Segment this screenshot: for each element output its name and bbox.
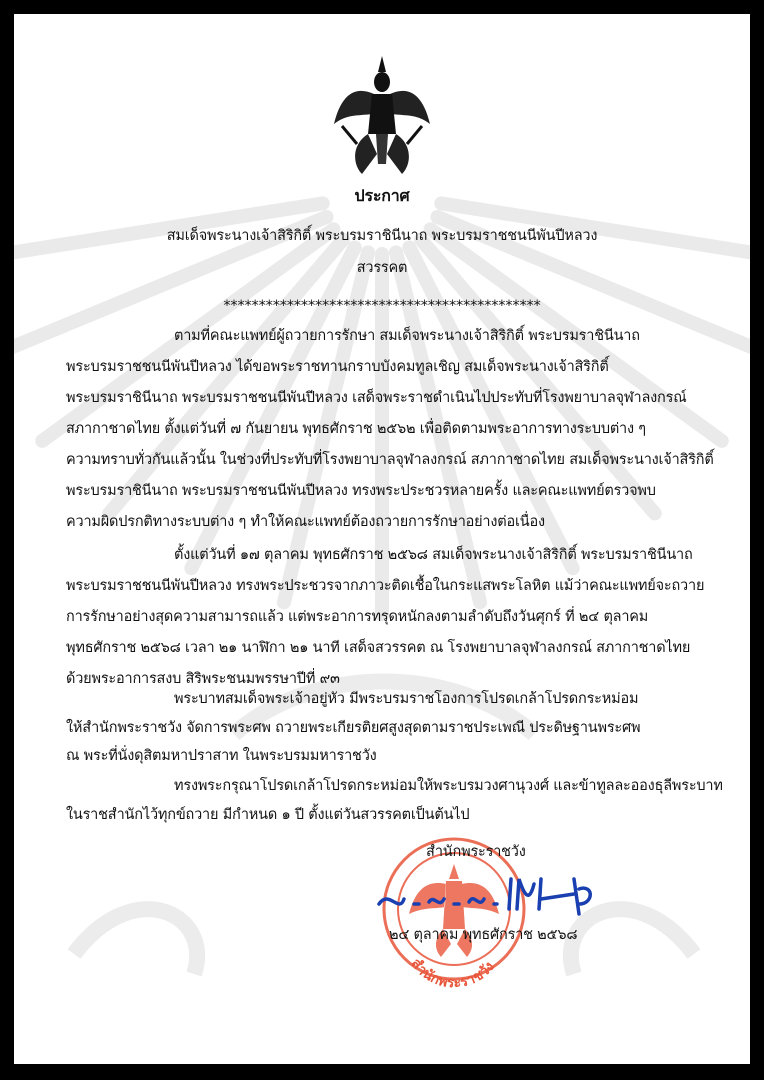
announcement-date: ๒๔ ตุลาคม พุทธศักราช ๒๕๖๘ bbox=[389, 927, 578, 943]
separator: ********************************************* bbox=[223, 298, 541, 314]
issuing-office: สำนักพระราชวัง bbox=[426, 844, 526, 860]
seal-text: สำนักพระราชวัง bbox=[407, 955, 498, 992]
svg-text:สำนักพระราชวัง bbox=[408, 956, 498, 992]
paragraph-3-line: ณ พระที่นั่งดุสิตมหาปราสาท ในพระบรมมหาราชวัง bbox=[66, 748, 377, 764]
paragraph-1-line: ตามที่คณะแพทย์ผู้ถวายการรักษา สมเด็จพระนางเจ้าสิริกิติ์ พระบรมราชินีนาถ bbox=[174, 328, 640, 344]
paragraph-1-line: พระบรมราชชนนีพันปีหลวง ได้ขอพระราชทานกราบบังคมทูลเชิญ สมเด็จพระนางเจ้าสิริกิติ์ bbox=[66, 359, 609, 375]
paragraph-4-line: ทรงพระกรุณาโปรดเกล้าโปรดกระหม่อมให้พระบรมวงศานุวงศ์ และข้าทูลละอองธุลีพระบาท bbox=[174, 778, 723, 794]
paragraph-3-line: ให้สำนักพระราชวัง จัดการพระศพ ถวายพระเกียรติยศสูงสุดตามราชประเพณี ประดิษฐานพระศพ bbox=[66, 719, 641, 736]
paragraph-4-line: ในราชสำนักไว้ทุกข์ถวาย มีกำหนด ๑ ปี ตั้งแต่วันสวรรคตเป็นต้นไป bbox=[66, 807, 470, 823]
paragraph-1-line: พระบรมราชินีนาถ พระบรมราชชนนีพันปีหลวง ทรงพระประชวรหลายครั้ง และคณะแพทย์ตรวจพบ bbox=[66, 483, 656, 499]
paragraph-3-line: พระบาทสมเด็จพระเจ้าอยู่หัว มีพระบรมราชโองการโปรดเกล้าโปรดกระหม่อม bbox=[174, 691, 639, 707]
watermark-ray bbox=[421, 240, 655, 514]
paragraph-2-line: ด้วยพระอาการสงบ สิริพระชนมพรรษาปีที่ ๙๓ bbox=[66, 671, 340, 687]
announcement-page bbox=[14, 14, 750, 1064]
document-subtitle: สมเด็จพระนางเจ้าสิริกิติ์ พระบรมราชินีนาถ พระบรมราชชนนีพันปีหลวง bbox=[166, 228, 598, 244]
document-title: ประกาศ bbox=[354, 186, 410, 205]
paragraph-2-line: พระบรมราชชนนีพันปีหลวง ทรงพระประชวรจากภาวะติดเชื้อในกระแสพระโลหิต แม้ว่าคณะแพทย์จะถวาย bbox=[66, 578, 705, 594]
paragraph-1-line: ความผิดปรกติทางระบบต่าง ๆ ทำให้คณะแพทย์ต้องถวายการรักษาอย่างต่อเนื่อง bbox=[66, 514, 545, 530]
paragraph-1-line: ความทราบทั่วกันแล้วนั้น ในช่วงที่ประทับที่โรงพยาบาลจุฬาลงกรณ์ สภากาชาดไทย สมเด็จพระนางเจ้าสิริกิติ์ bbox=[66, 452, 714, 468]
paragraph-1-line: พระบรมราชินีนาถ พระบรมราชชนนีพันปีหลวง เสด็จพระราชดำเนินไปประทับที่โรงพยาบาลจุฬาลงกรณ์ bbox=[66, 390, 687, 406]
watermark-ray bbox=[109, 240, 343, 514]
paragraph-2-line: การรักษาอย่างสุดความสามารถแล้ว แต่พระอาการทรุดหนักลงตามลำดับถึงวันศุกร์ ที่ ๒๔ ตุลาคม bbox=[66, 609, 649, 625]
document-subtitle-2: สวรรคต bbox=[356, 260, 408, 276]
garuda-emblem-icon bbox=[332, 54, 432, 179]
paragraph-2-line: ตั้งแต่วันที่ ๑๗ ตุลาคม พุทธศักราช ๒๕๖๘ สมเด็จพระนางเจ้าสิริกิติ์ พระบรมราชินีนาถ bbox=[174, 547, 693, 563]
signature bbox=[369, 869, 599, 919]
paragraph-2-line: พุทธศักราช ๒๕๖๘ เวลา ๒๑ นาฬิกา ๒๑ นาที เสด็จสวรรคต ณ โรงพยาบาลจุฬาลงกรณ์ สภากาชาดไทย bbox=[66, 640, 691, 656]
paragraph-1-line: สภากาชาดไทย ตั้งแต่วันที่ ๗ กันยายน พุทธศักราช ๒๕๖๒ เพื่อติดตามพระอาการทางระบบต่าง ๆ bbox=[66, 421, 646, 437]
